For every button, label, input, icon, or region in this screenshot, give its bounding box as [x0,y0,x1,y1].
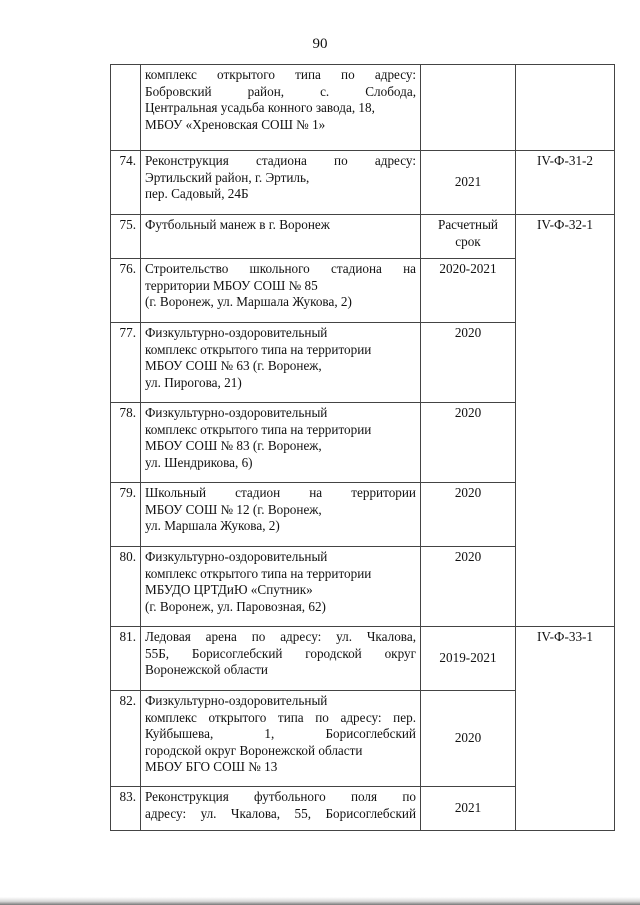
object-description: Физкультурно-оздоровительный комплекс открытого типа по адресу: пер. Куйбышева, 1, Борисоглебский городской округ Воронежской области МБОУ БГО СОШ № 13 [141,691,421,787]
page-number: 90 [312,36,328,52]
row-number: 83. [111,787,141,831]
zone-code: IV-Ф-33-1 [516,627,615,831]
row-number: 76. [111,259,141,323]
implementation-period: 2020-2021 [421,259,516,323]
object-description: комплекс открытого типа по адресу: Бобровский район, с. Слобода, Центральная усадьба конного завода, 18, МБОУ «Хреновская СОШ № 1» [141,65,421,151]
implementation-period: 2020 [421,547,516,627]
implementation-period: 2020 [421,691,516,787]
table-row [111,627,615,691]
object-description: Реконструкция стадиона по адресу: Эртильский район, г. Эртиль, пер. Садовый, 24Б [141,151,421,215]
object-description: Физкультурно-оздоровительный комплекс открытого типа на территории МБОУ СОШ № 83 (г. Воронеж, ул. Шендрикова, 6) [141,403,421,483]
scan-shadow [0,897,640,905]
implementation-period: 2021 [421,787,516,831]
object-description: Физкультурно-оздоровительный комплекс открытого типа на территории МБУДО ЦРТДиЮ «Спутник» (г. Воронеж, ул. Паровозная, 62) [141,547,421,627]
row-number: 80. [111,547,141,627]
row-number: 77. [111,323,141,403]
zone-code: IV-Ф-31-2 [516,151,615,215]
row-number: 81. [111,627,141,691]
zone-code [516,65,615,151]
object-description: Футбольный манеж в г. Воронеж [141,215,421,259]
object-description: Строительство школьного стадиона на территории МБОУ СОШ № 85 (г. Воронеж, ул. Маршала Жукова, 2) [141,259,421,323]
table-row [111,151,615,215]
zone-code: IV-Ф-32-1 [516,215,615,627]
table-row [111,215,615,259]
table-row [111,65,615,151]
row-number: 82. [111,691,141,787]
row-number [111,65,141,151]
implementation-period: 2019-2021 [421,627,516,691]
row-number: 79. [111,483,141,547]
objects-table [110,64,615,831]
implementation-period: Расчетный срок [421,215,516,259]
implementation-period [421,65,516,151]
implementation-period: 2020 [421,323,516,403]
row-number: 78. [111,403,141,483]
row-number: 75. [111,215,141,259]
implementation-period: 2020 [421,403,516,483]
object-description: Реконструкция футбольного поля по адресу: ул. Чкалова, 55, Борисоглебский [141,787,421,831]
implementation-period: 2021 [421,151,516,215]
implementation-period: 2020 [421,483,516,547]
object-description: Ледовая арена по адресу: ул. Чкалова, 55Б, Борисоглебский городской округ Воронежской области [141,627,421,691]
object-description: Школьный стадион на территории МБОУ СОШ № 12 (г. Воронеж, ул. Маршала Жукова, 2) [141,483,421,547]
object-description: Физкультурно-оздоровительный комплекс открытого типа на территории МБОУ СОШ № 63 (г. Воронеж, ул. Пирогова, 21) [141,323,421,403]
row-number: 74. [111,151,141,215]
